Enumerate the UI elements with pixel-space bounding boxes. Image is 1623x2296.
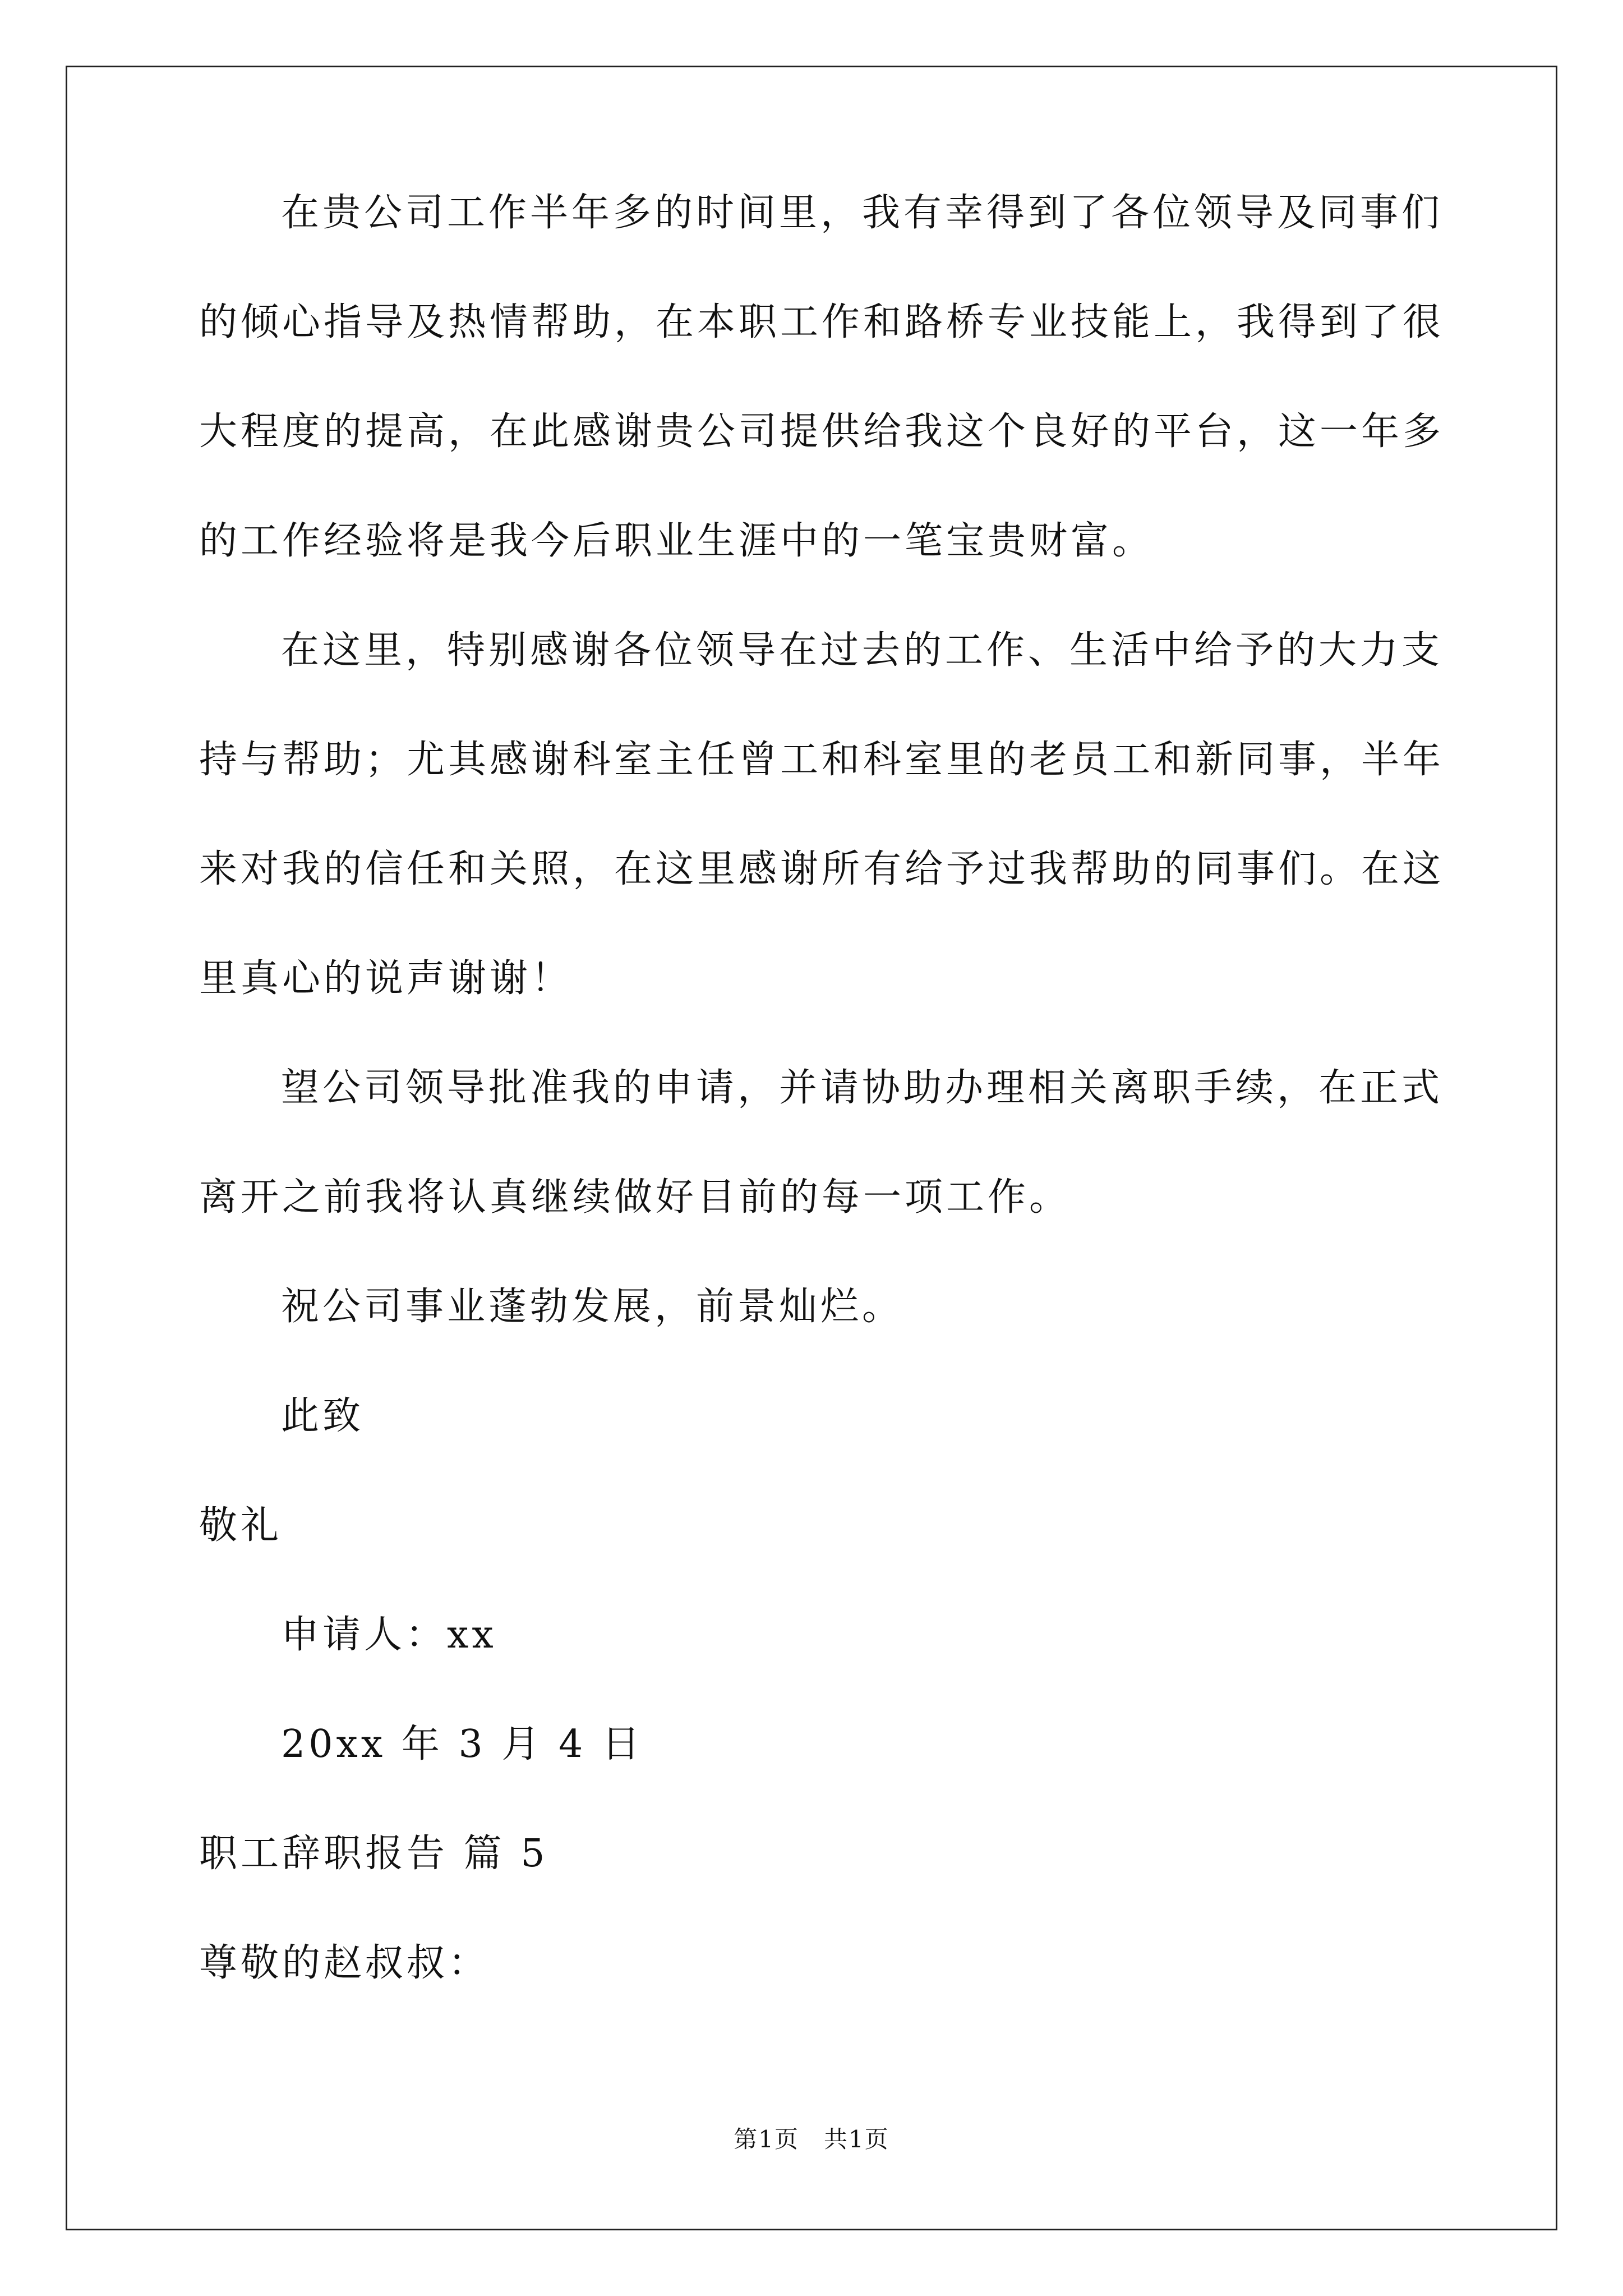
paragraph-1-line-1: 在贵公司工作半年多的时间里，我有幸得到了各位领导及同事们 (281, 191, 1444, 235)
paragraph-1-line-4: 的工作经验将是我今后职业生涯中的一笔宝贵财富。 (199, 519, 1154, 563)
applicant-name: 申请人：xx (281, 1613, 497, 1657)
section-heading: 职工辞职报告 篇 5 (199, 1832, 548, 1876)
paragraph-2-line-4: 里真心的说声谢谢！ (199, 956, 573, 1001)
closing-wish: 祝公司事业蓬勃发展，前景灿烂。 (281, 1285, 904, 1329)
paragraph-2-line-2: 持与帮助；尤其感谢科室主任曾工和科室里的老员工和新同事，半年 (199, 738, 1445, 782)
letter-greeting: 尊敬的赵叔叔： (199, 1941, 490, 1985)
paragraph-2-line-3: 来对我的信任和关照，在这里感谢所有给予过我帮助的同事们。在这 (199, 847, 1445, 891)
salutation-zhizhi: 此致 (281, 1394, 365, 1438)
paragraph-2-line-1: 在这里，特别感谢各位领导在过去的工作、生活中给予的大力支 (281, 628, 1444, 673)
paragraph-1-line-3: 大程度的提高，在此感谢贵公司提供给我这个良好的平台，这一年多 (199, 409, 1445, 454)
paragraph-3-line-1: 望公司领导批准我的申请，并请协助办理相关离职手续，在正式 (281, 1066, 1444, 1110)
salutation-jingli: 敬礼 (199, 1503, 283, 1548)
paragraph-3-line-2: 离开之前我将认真继续做好目前的每一项工作。 (199, 1175, 1071, 1220)
paragraph-1-line-2: 的倾心指导及热情帮助，在本职工作和路桥专业技能上，我得到了很 (199, 300, 1445, 344)
date-line: 20xx 年 3 月 4 日 (281, 1722, 643, 1766)
page-number: 第1页 共1页 (734, 2125, 889, 2153)
page-border (66, 66, 1557, 2230)
